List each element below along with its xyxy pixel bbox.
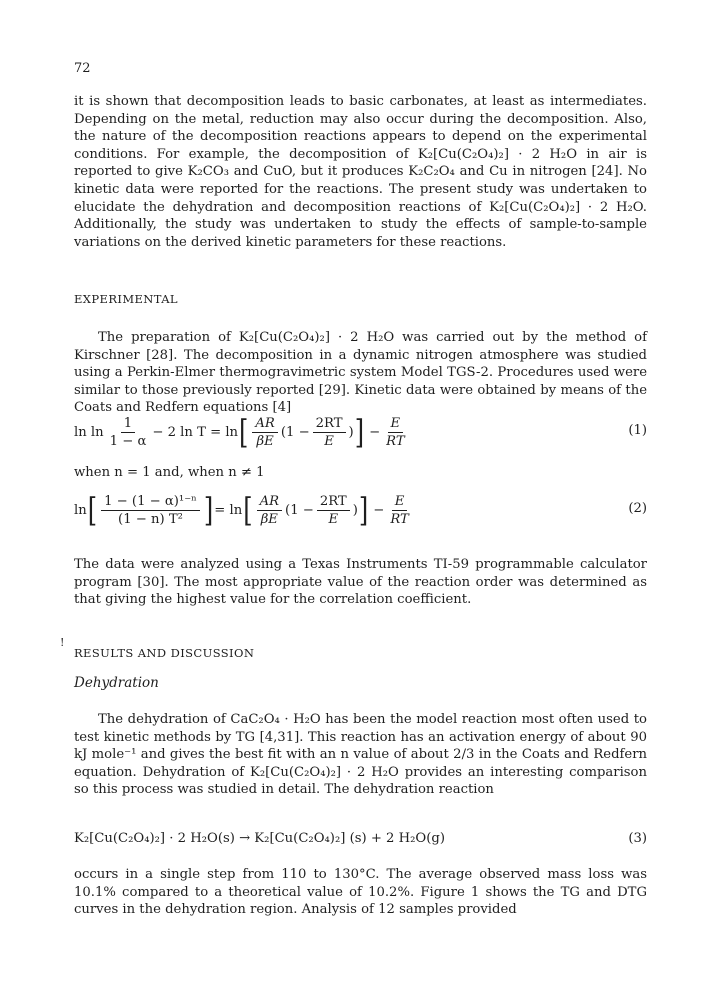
eq2-paren-open: (1 − bbox=[285, 502, 314, 518]
final-paragraph: occurs in a single step from 110 to 130°C. The average observed mass loss was 10.1% compared to a theoretical value of 10.2%. Figure 1 shows the TG and DTG curves in the dehydration region. Analysis of 12 samples provided bbox=[74, 867, 647, 918]
eq2-paren-close: ) bbox=[352, 502, 358, 518]
eq2-fraction-3: $\frac{2RT}{E}$ bbox=[317, 494, 350, 527]
eq2-minus: − bbox=[373, 502, 385, 518]
experimental-paragraph: The preparation of K₂[Cu(C₂O₄)₂] · 2 H₂O was carried out by the method of Kirschner [28]. The decomposition in a dynamic nitrogen atmosphere was studied using a Perkin-Elmer thermogravimetric system Model TGS-2. Procedures used were similar to those previously reported [29]. Kinetic data were obtained by means of the Coats and Redfern equations [4] bbox=[74, 330, 647, 416]
eq1-fraction-2: $\frac{AR}{\beta E}$ bbox=[252, 416, 277, 449]
equation-1-number: (1) bbox=[628, 423, 647, 438]
equation-condition: when n = 1 and, when n ≠ 1 bbox=[74, 465, 265, 480]
equation-2: ln [ $\frac{\text{1 − (1 − α)¹⁻ⁿ}}{\text{(1 − n) T²}}$ ] = ln [ $\frac{AR}{\beta E}$ (1 − $\frac{2RT}{E}$ ) ] − $\frac{E}{RT}$ (2) bbox=[74, 491, 647, 529]
dehydration-paragraph: The dehydration of CaC₂O₄ · H₂O has been the model reaction most often used to test kinetic methods by TG [4,31]. This reaction has an activation energy of about 90 kJ mole⁻¹ and gives the best fit with an n value of about 2/3 in the Coats and Redfern equation. Dehydration of K₂[Cu(C₂O₄)₂] · 2 H₂O provides an interesting comparison so this process was studied in detail. The dehydration reaction bbox=[74, 712, 647, 798]
eq2-lhs-prefix: ln bbox=[74, 502, 87, 518]
eq2-fraction-1: $\frac{\text{1 − (1 − α)¹⁻ⁿ}}{\text{(1 − n) T²}}$ bbox=[101, 494, 200, 527]
equation-1: ln ln $\frac{1}{1 - \alpha}$ − 2 ln T = ln [ $\frac{AR}{\beta E}$ (1 − $\frac{2RT}{E}$ ) ] − $\frac{E}{RT}$ (1) bbox=[74, 413, 647, 451]
eq1-lhs-prefix: ln ln bbox=[74, 424, 104, 440]
equation-3-text: K₂[Cu(C₂O₄)₂] · 2 H₂O(s) → K₂[Cu(C₂O₄)₂] (s) + 2 H₂O(g) bbox=[74, 831, 445, 846]
eq1-middle: − 2 ln T = ln bbox=[152, 424, 239, 440]
equation-2-number: (2) bbox=[628, 501, 647, 516]
eq1-fraction-1: $\frac{1}{1 - \alpha}$ bbox=[109, 415, 147, 449]
page-number: 72 bbox=[74, 61, 91, 76]
analysis-paragraph: The data were analyzed using a Texas Instruments TI-59 programmable calculator program [30]. The most appropriate value of the reaction order was determined as that giving the highest value for the correlation coefficient. bbox=[74, 557, 647, 608]
margin-mark: ! bbox=[60, 636, 65, 649]
eq2-middle: = ln bbox=[214, 502, 243, 518]
section-heading-results: RESULTS AND DISCUSSION bbox=[74, 646, 255, 660]
subheading-dehydration: Dehydration bbox=[74, 675, 159, 691]
eq1-minus: − bbox=[369, 424, 381, 440]
eq1-fraction-3: $\frac{2RT}{E}$ bbox=[313, 416, 346, 449]
equation-3 bbox=[74, 831, 647, 851]
eq2-fraction-2: $\frac{AR}{\beta E}$ bbox=[257, 494, 282, 527]
intro-paragraph: it is shown that decomposition leads to basic carbonates, at least as intermediates. Depending on the metal, reduction may also occur during the decomposition. Also, the nature of the decomposition reactions appears to depend on the experimental conditions. For example, the decomposition of K₂[Cu(C₂O₄)₂] · 2 H₂O in air is reported to give K₂CO₃ and CuO, but it produces K₂C₂O₄ and Cu in nitrogen [24]. No kinetic data were reported for the reactions. The present study was undertaken to elucidate the dehydration and decomposition reactions of K₂[Cu(C₂O₄)₂] · 2 H₂O. Additionally, the study was undertaken to study the effects of sample-to-sample variations on the derived kinetic parameters for these reactions. bbox=[74, 94, 647, 250]
equation-3-number: (3) bbox=[628, 831, 647, 846]
eq1-fraction-4: $\frac{E}{RT}$ bbox=[386, 415, 405, 449]
eq1-paren-open: (1 − bbox=[280, 424, 310, 440]
eq2-fraction-4: $\frac{E}{RT}$ bbox=[390, 493, 409, 527]
section-heading-experimental: EXPERIMENTAL bbox=[74, 292, 178, 306]
eq1-paren-close: ) bbox=[348, 424, 354, 440]
